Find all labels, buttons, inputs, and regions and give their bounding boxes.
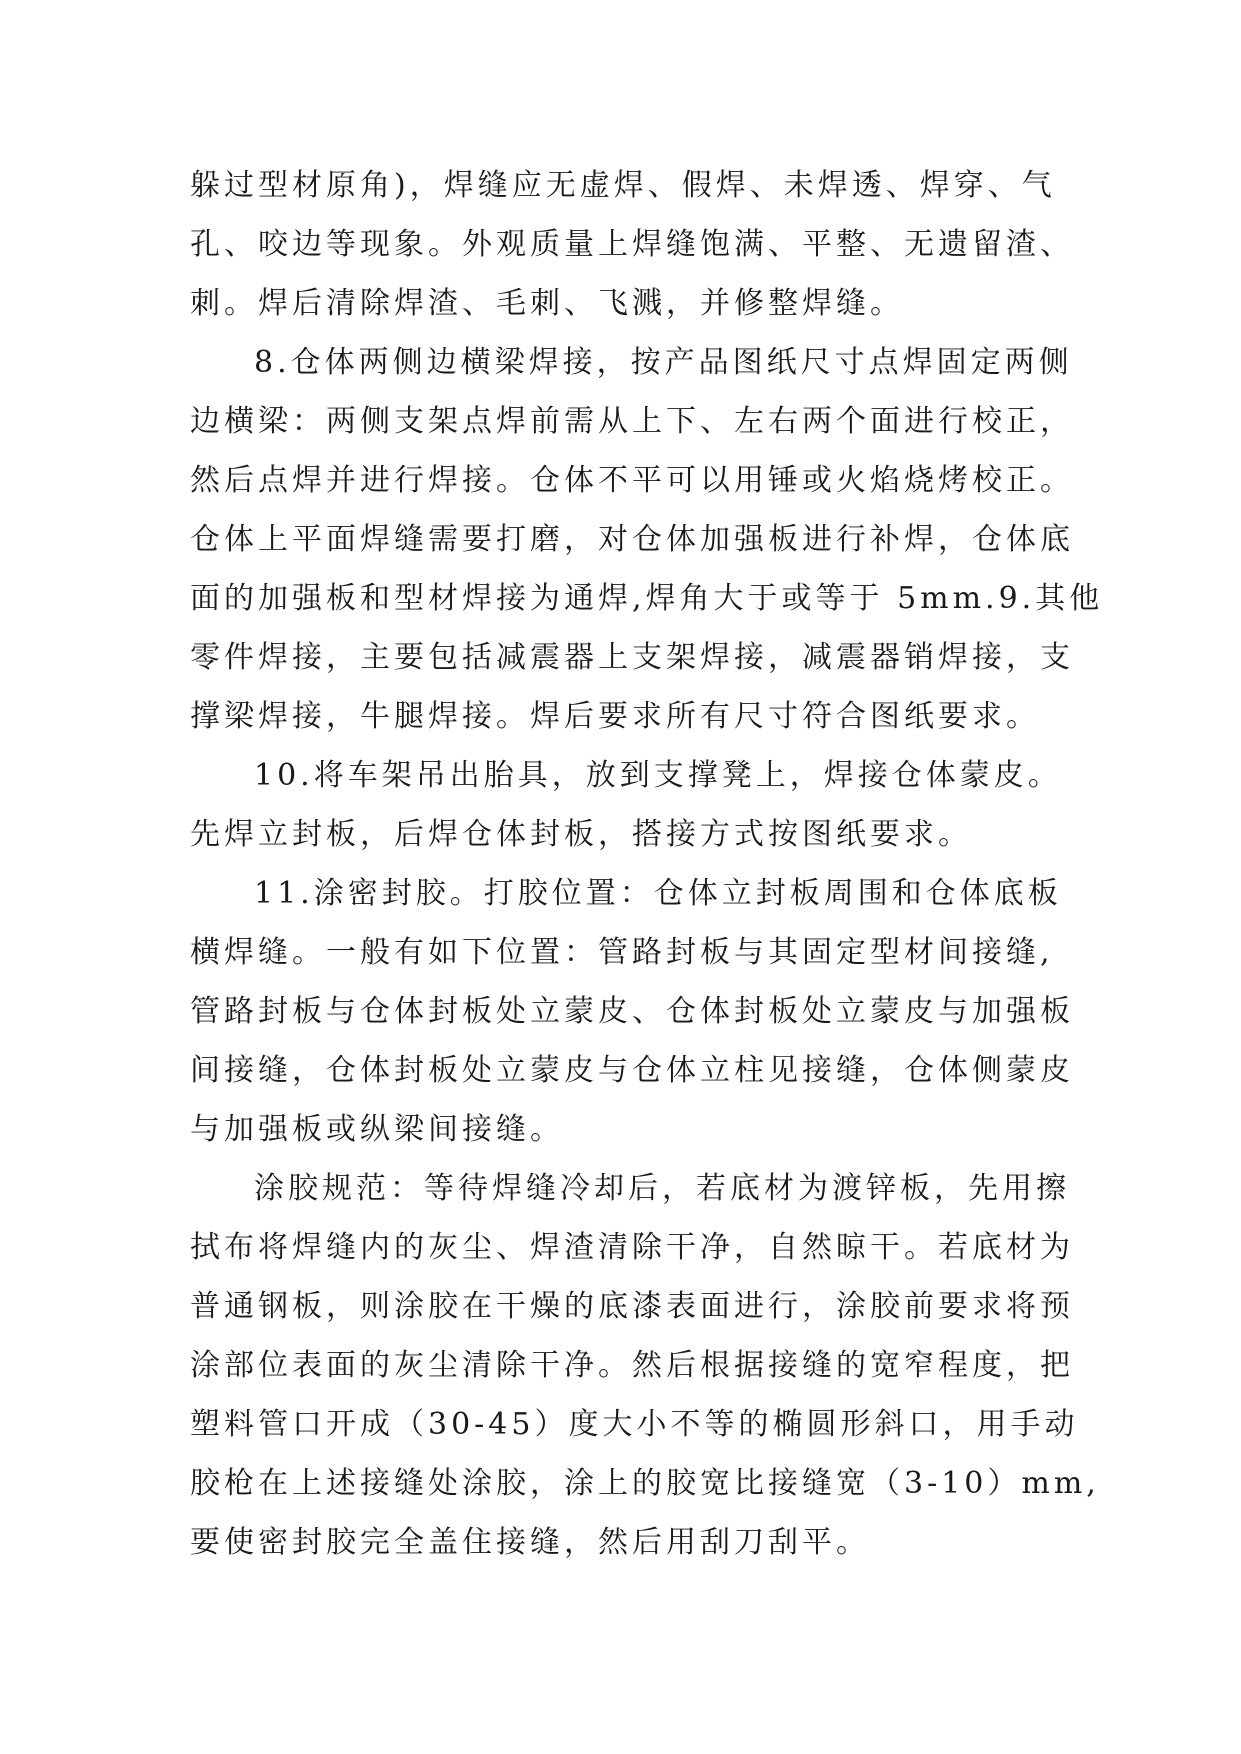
paragraph-start-line: 涂胶规范：等待焊缝冷却后，若底材为渡锌板，先用擦 <box>254 1171 1070 1206</box>
text-line: 躲过型材原角)，焊缝应无虚焊、假焊、未焊透、焊穿、气 <box>190 168 1056 203</box>
text-line: 间接缝，仓体封板处立蒙皮与仓体立柱见接缝，仓体侧蒙皮 <box>190 1053 1074 1088</box>
text-line: 要使密封胶完全盖住接缝，然后用刮刀刮平。 <box>190 1525 870 1560</box>
paragraph-start-line: 10.将车架吊出胎具，放到支撑凳上，焊接仓体蒙皮。 <box>254 758 1062 793</box>
text-line: 横焊缝。一般有如下位置：管路封板与其固定型材间接缝, <box>190 935 1054 970</box>
text-line: 边横梁：两侧支架点焊前需从上下、左右两个面进行校正， <box>190 404 1074 439</box>
text-line: 然后点焊并进行焊接。仓体不平可以用锤或火焰烧烤校正。 <box>190 463 1074 498</box>
text-line: 零件焊接，主要包括减震器上支架焊接，减震器销焊接，支 <box>190 640 1074 675</box>
paragraph-start-line: 11.涂密封胶。打胶位置：仓体立封板周围和仓体底板 <box>254 876 1062 911</box>
text-line: 塑料管口开成（30-45）度大小不等的椭圆形斜口，用手动 <box>190 1407 1079 1442</box>
text-line: 刺。焊后清除焊渣、毛刺、飞溅，并修整焊缝。 <box>190 286 904 321</box>
text-line: 孔、咬边等现象。外观质量上焊缝饱满、平整、无遗留渣、 <box>190 227 1074 262</box>
document-body <box>190 156 1104 1572</box>
text-line: 管路封板与仓体封板处立蒙皮、仓体封板处立蒙皮与加强板 <box>190 994 1074 1029</box>
text-line: 先焊立封板，后焊仓体封板，搭接方式按图纸要求。 <box>190 817 972 852</box>
text-line: 与加强板或纵梁间接缝。 <box>190 1112 564 1147</box>
text-line: 拭布将焊缝内的灰尘、焊渣清除干净，自然晾干。若底材为 <box>190 1230 1074 1265</box>
text-line: 涂部位表面的灰尘清除干净。然后根据接缝的宽窄程度，把 <box>190 1348 1074 1383</box>
text-line: 面的加强板和型材焊接为通焊,焊角大于或等于 5mm.9.其他 <box>190 581 1104 616</box>
text-line: 撑梁焊接，牛腿焊接。焊后要求所有尺寸符合图纸要求。 <box>190 699 1040 734</box>
text-line: 普通钢板，则涂胶在干燥的底漆表面进行，涂胶前要求将预 <box>190 1289 1074 1324</box>
paragraph-start-line: 8.仓体两侧边横梁焊接，按产品图纸尺寸点焊固定两侧 <box>254 345 1073 380</box>
text-line: 胶枪在上述接缝处涂胶，涂上的胶宽比接缝宽（3-10）mm, <box>190 1466 1100 1501</box>
text-line: 仓体上平面焊缝需要打磨，对仓体加强板进行补焊，仓体底 <box>190 522 1074 557</box>
